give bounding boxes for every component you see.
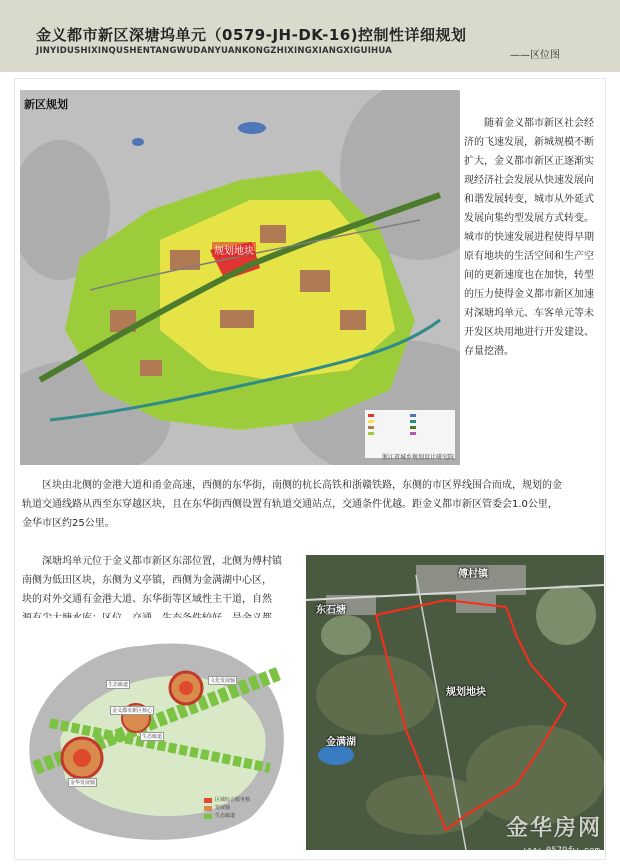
location-paragraph <box>22 476 608 533</box>
place-label: 傅村镇 <box>458 569 488 580</box>
body-line: 南侧为低田区块，东侧为义亭镇，西侧为金满湖中心区， <box>22 575 272 586</box>
diagram-label: 生态廊道 <box>142 734 163 740</box>
side-line: 现经济社会发展从快速发展向 <box>464 175 594 186</box>
watermark-url: www.0579fw.com <box>524 846 600 856</box>
legend-label: 区域综合服务核 <box>215 797 251 803</box>
page-subtitle-pinyin: JINYIDUSHIXINQUSHENTANGWUDANYUANKONGZHIXINGXIANGXIGUIHUA <box>36 46 392 56</box>
side-paragraph <box>464 114 606 361</box>
satellite-graphic <box>306 555 604 850</box>
diagram-label: 金义都市新区核心 <box>112 708 153 714</box>
side-line: 发展向集约型发展方式转变。 <box>464 213 594 224</box>
body-line: 深塘坞单元位于金义都市新区东部位置，北侧为傅村镇 <box>42 556 282 567</box>
side-line: 随着金义都市新区社会经 <box>484 118 594 129</box>
page-title: 金义都市新区深塘坞单元（0579-JH-DK-16)控制性详细规划 <box>36 26 467 44</box>
side-line: 城市的快速发展进程使得早期 <box>464 232 594 243</box>
legend-item <box>204 796 250 804</box>
map-credit: 浙江省城乡规划设计研究院 <box>381 454 454 461</box>
body-line: 块的对外交通有金港大道、东华街等区域性主干道，自然 <box>22 594 272 605</box>
legend-item <box>204 804 250 812</box>
legend-item <box>204 812 250 820</box>
diagram-label: 金华发展轴 <box>70 780 96 786</box>
side-line: 扩大，金义都市新区正逐渐实 <box>464 156 594 167</box>
regional-map-title: 新区规划 <box>24 98 68 111</box>
diagram-legend <box>204 796 250 820</box>
regional-plan-graphic <box>20 90 460 465</box>
side-line: 对深塘坞单元、车客单元等未 <box>464 308 594 319</box>
page-header <box>0 0 620 72</box>
section-label: ——区位图 <box>510 50 560 61</box>
place-label: 规划地块 <box>446 687 486 698</box>
satellite-map <box>306 555 604 850</box>
side-line: 存量挖潜。 <box>464 346 514 357</box>
body-line: 轨道交通线路从西至东穿越区块，且在东华街西侧设置有轨道交通站点，交通条件优越。距金义都市新区管委会1.0公里， <box>22 499 558 510</box>
side-line: 开发区块用地进行开发建设、 <box>464 327 594 338</box>
body-line: 金华市区约25公里。 <box>22 518 115 529</box>
diagram-label: 生态廊道 <box>108 682 129 688</box>
place-label: 东石塘 <box>316 605 346 616</box>
body-line: 区块由北侧的金港大道和甬金高速，西侧的东华街，南侧的杭长高铁和浙赣铁路，东侧的市区界线围合而成，规划的金 <box>42 480 562 491</box>
side-line: 济的飞速发展，新城规模不断 <box>464 137 594 148</box>
side-line: 的压力使得金义都市新区加速 <box>464 289 594 300</box>
structure-diagram <box>20 618 298 850</box>
side-line: 和谐发展转变，城市从外延式 <box>464 194 594 205</box>
regional-plan-map <box>20 90 460 465</box>
side-line: 原有地块的生活空间和生产空 <box>464 251 594 262</box>
side-line: 间的更新速度也在加快，转型 <box>464 270 594 281</box>
plot-marker-label: 规划地块 <box>212 242 256 257</box>
legend-label: 发展轴 <box>215 805 231 811</box>
watermark-brand: 金华房网 <box>505 816 602 841</box>
place-label: 金满湖 <box>326 737 356 748</box>
legend-label: 生态廊道 <box>215 813 236 819</box>
diagram-label: 文化发展轴 <box>210 678 236 684</box>
